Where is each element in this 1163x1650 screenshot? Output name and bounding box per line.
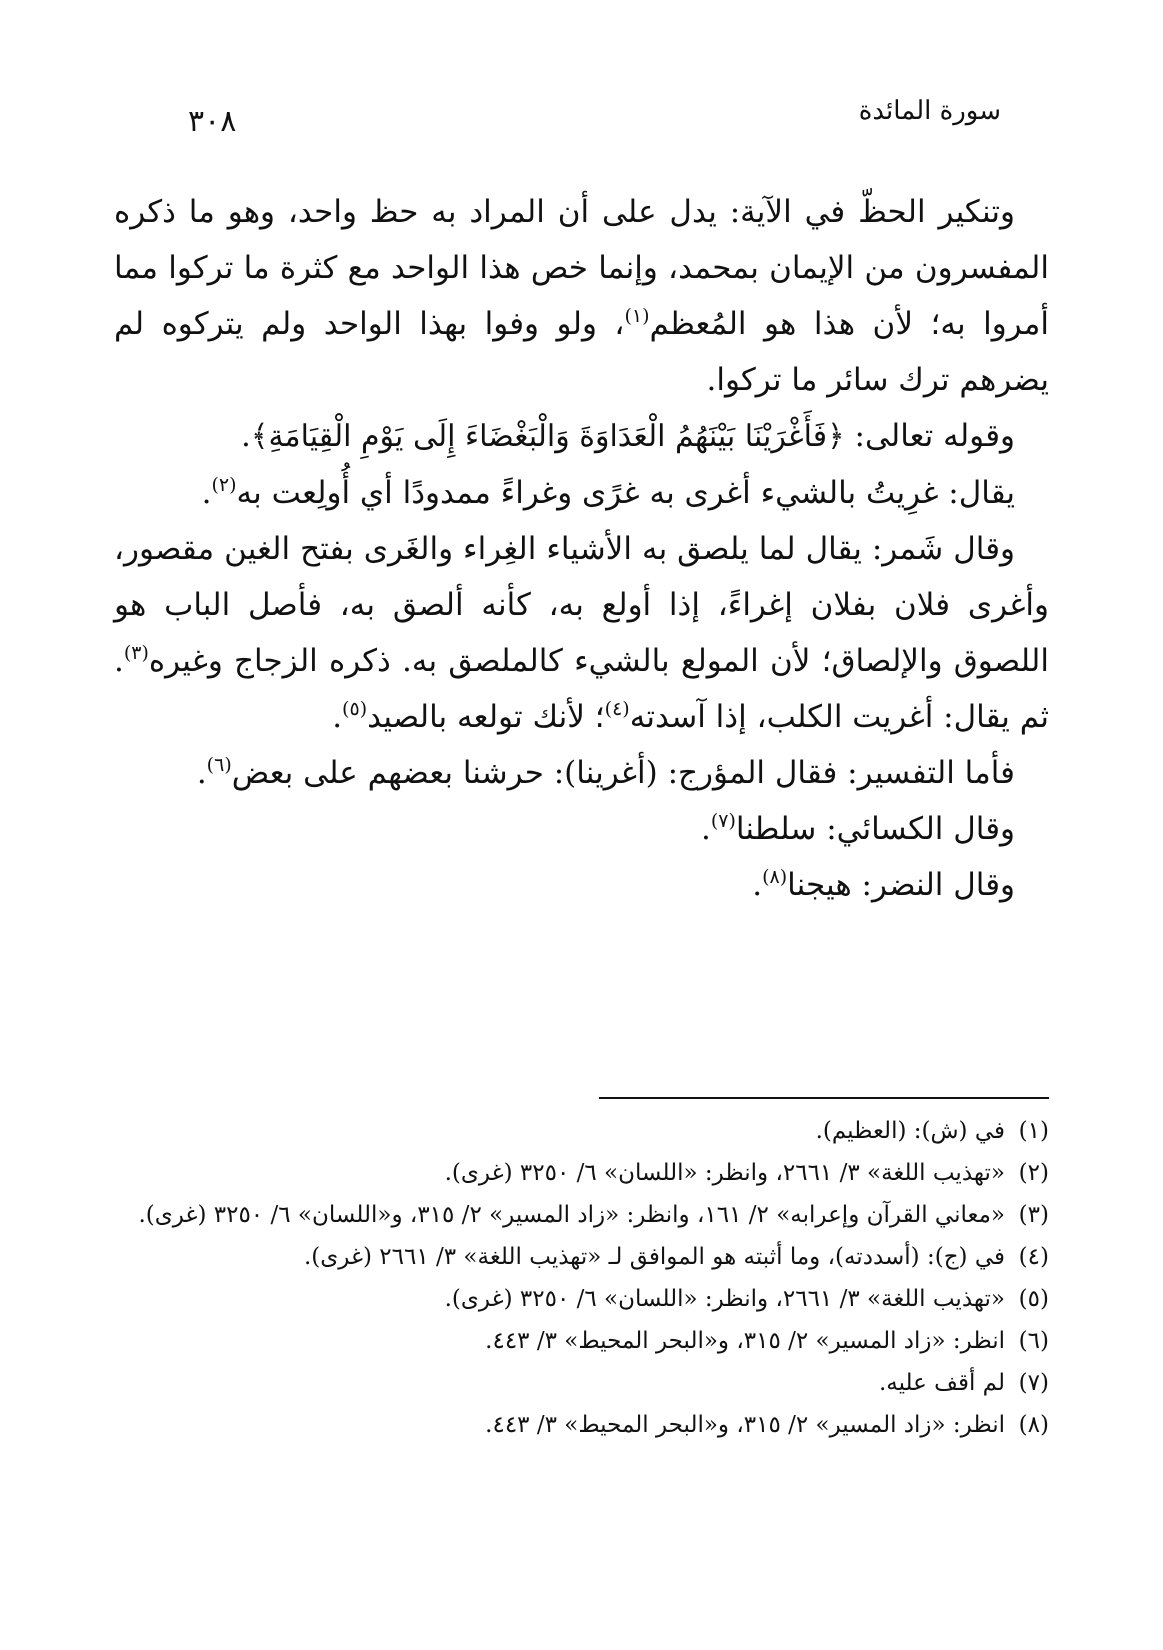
paragraph-text: . bbox=[241, 418, 251, 454]
paragraph-text: ، ولو وفوا بهذا الواحد ولم يتركوه لم يضرهم ترك سائر ما تركوا. bbox=[114, 306, 1049, 398]
paragraph-text: وقوله تعالى: bbox=[844, 418, 1015, 454]
footnote-5 bbox=[114, 1278, 1049, 1320]
footnote-text: انظر: «زاد المسير» ٢/ ٣١٥، و«البحر المحيط» ٣/ ٤٤٣. bbox=[485, 1412, 1005, 1438]
footnote-text: «تهذيب اللغة» ٣/ ٢٦٦١، وانظر: «اللسان» ٦/ ٣٢٥٠ (غرى). bbox=[444, 1286, 1005, 1312]
footnote-7 bbox=[114, 1362, 1049, 1404]
footnote-8 bbox=[114, 1404, 1049, 1446]
footnote-ref-3: (٣) bbox=[123, 642, 149, 664]
footnote-number: (٦) bbox=[1018, 1328, 1049, 1354]
footnote-4 bbox=[114, 1236, 1049, 1278]
footnote-text: في (ج): (أسددته)، وما أثبته هو الموافق لـ «تهذيب اللغة» ٣/ ٢٦٦١ (غرى). bbox=[303, 1244, 1005, 1270]
paragraph-3 bbox=[114, 465, 1049, 521]
paragraph-text: . bbox=[201, 475, 212, 511]
footnote-number: (٣) bbox=[1018, 1202, 1049, 1228]
paragraph-text: يقال: غرِيتُ بالشيء أغرى به غرًى وغراءً ممدودًا أي أُولِعت به bbox=[236, 475, 1015, 511]
footnote-divider bbox=[599, 1097, 1049, 1099]
footnote-6 bbox=[114, 1320, 1049, 1362]
footnote-text: «معاني القرآن وإعرابه» ٢/ ١٦١، وانظر: «زاد المسير» ٢/ ٣١٥، و«اللسان» ٦/ ٣٢٥٠ (غرى). bbox=[138, 1202, 1005, 1228]
footnote-ref-1: (١) bbox=[624, 305, 650, 327]
paragraph-1 bbox=[114, 184, 1049, 408]
footnote-2 bbox=[114, 1152, 1049, 1194]
footnote-ref-2: (٢) bbox=[211, 474, 237, 496]
footnote-ref-7: (٧) bbox=[710, 810, 736, 832]
footnote-1 bbox=[114, 1110, 1049, 1152]
footnote-text: «تهذيب اللغة» ٣/ ٢٦٦١، وانظر: «اللسان» ٦/ ٣٢٥٠ (غرى). bbox=[444, 1160, 1005, 1186]
footnote-ref-8: (٨) bbox=[762, 866, 788, 888]
footnote-ref-5: (٥) bbox=[342, 698, 368, 720]
footnote-ref-4: (٤) bbox=[604, 698, 630, 720]
footnote-number: (٥) bbox=[1018, 1286, 1049, 1312]
running-title: سورة المائدة bbox=[858, 96, 1001, 126]
footnote-number: (٧) bbox=[1018, 1370, 1049, 1396]
paragraph-5 bbox=[114, 745, 1049, 801]
footnote-number: (٤) bbox=[1018, 1244, 1049, 1270]
footnote-3 bbox=[114, 1194, 1049, 1236]
paragraph-text: . bbox=[332, 699, 343, 735]
paragraph-text: وقال شَمر: يقال لما يلصق به الأشياء الغِراء والغَرى بفتح الغين مقصور، وأغرى فلان بفلان إغراءً، إذا أولع به، كأنه ألصق به، فأصل الباب هو اللصوق والإلصاق؛ لأن المولع بالشيء كالملصق به. ذكره الزجاج وغيره bbox=[114, 531, 1049, 679]
paragraph-text: ؛ لأنك تولعه بالصيد bbox=[367, 699, 605, 735]
paragraph-7 bbox=[114, 857, 1049, 913]
footnote-ref-6: (٦) bbox=[206, 754, 232, 776]
paragraph-6 bbox=[114, 801, 1049, 857]
paragraph-text: وقال النضر: هيجنا bbox=[787, 867, 1015, 903]
footnote-text: لم أقف عليه. bbox=[878, 1370, 1005, 1396]
footnotes bbox=[114, 1110, 1049, 1446]
footnote-number: (١) bbox=[1018, 1118, 1049, 1144]
paragraph-4 bbox=[114, 521, 1049, 745]
page-number: ٣٠٨ bbox=[188, 104, 237, 139]
paragraph-text: . bbox=[196, 755, 207, 791]
footnote-text: انظر: «زاد المسير» ٢/ ٣١٥، و«البحر المحيط» ٣/ ٤٤٣. bbox=[485, 1328, 1005, 1354]
main-text bbox=[114, 184, 1049, 913]
paragraph-2 bbox=[114, 408, 1049, 465]
footnote-text: في (ش): (العظيم). bbox=[815, 1118, 1005, 1144]
page-header bbox=[110, 96, 1053, 146]
quran-verse: ﴿فَأَغْرَيْنَا بَيْنَهُمُ الْعَدَاوَةَ وَالْبَغْضَاءَ إِلَى يَوْمِ الْقِيَامَةِ﴾ bbox=[250, 419, 845, 454]
paragraph-text: فأما التفسير: فقال المؤرج: (أغرينا): حرشنا بعضهم على بعض bbox=[231, 755, 1015, 791]
footnote-number: (٨) bbox=[1018, 1412, 1049, 1438]
footnote-number: (٢) bbox=[1018, 1160, 1049, 1186]
paragraph-text: . bbox=[700, 811, 711, 847]
paragraph-text: وقال الكسائي: سلطنا bbox=[735, 811, 1015, 847]
paragraph-text: وتنكير الحظّ في الآية: يدل على أن المراد به حظ واحد، وهو ما ذكره المفسرون من الإيمان بمحمد، وإنما خص هذا الواحد مع كثرة ما تركوا مما أمروا به؛ لأن هذا هو المُعظم bbox=[114, 194, 1049, 342]
paragraph-text: . ثم يقال: أغريت الكلب، إذا آسدته bbox=[114, 643, 1049, 735]
paragraph-text: . bbox=[752, 867, 763, 903]
